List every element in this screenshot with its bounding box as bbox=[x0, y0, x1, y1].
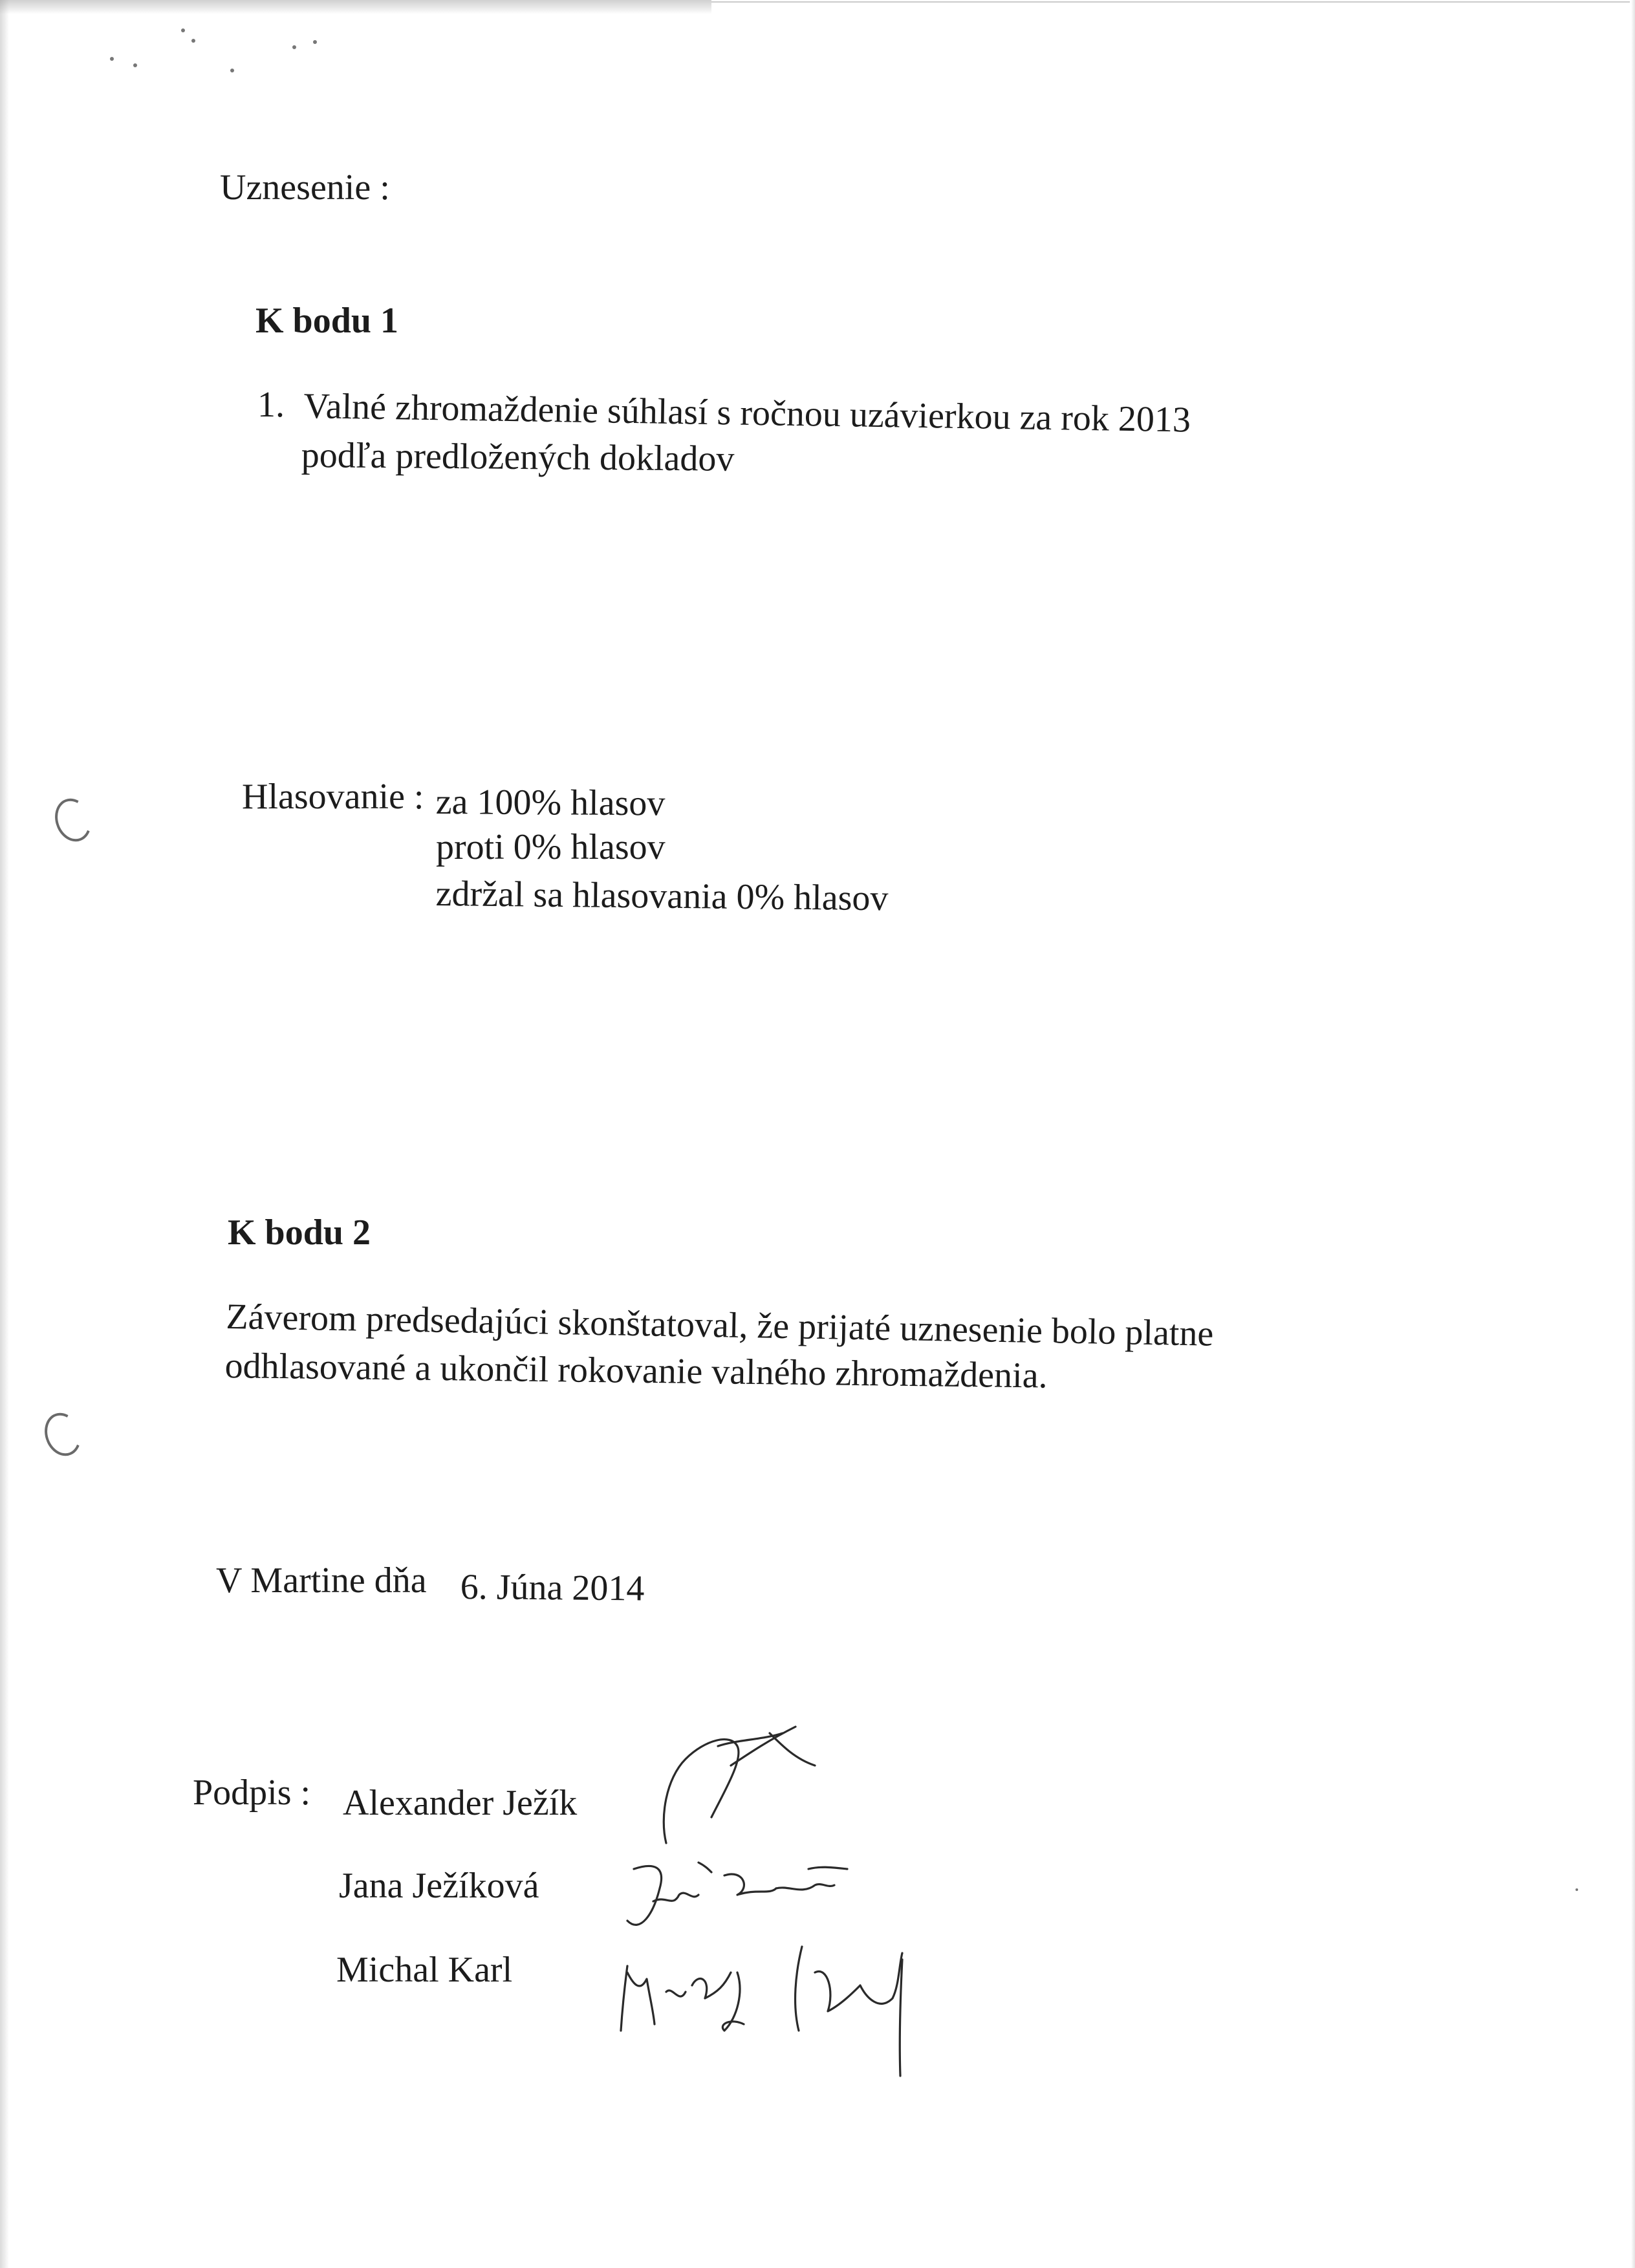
point-2-title: K bodu 2 bbox=[228, 1213, 371, 1253]
scan-speck bbox=[110, 57, 114, 61]
scan-line-top bbox=[711, 1, 1630, 3]
punch-hole-mark bbox=[49, 794, 97, 847]
signature-label: Podpis : bbox=[193, 1773, 311, 1813]
voting-label: Hlasovanie : bbox=[242, 777, 424, 817]
handwritten-signature-3 bbox=[608, 1934, 944, 2082]
point-1-text-line-2: podľa predložených dokladov bbox=[301, 435, 735, 479]
scan-speck bbox=[230, 69, 234, 72]
point-1-title: K bodu 1 bbox=[255, 301, 398, 341]
place-label: V Martine dňa bbox=[216, 1561, 427, 1601]
scan-speck bbox=[292, 45, 296, 49]
date-value: 6. Júna 2014 bbox=[460, 1567, 645, 1609]
handwritten-signature-1 bbox=[640, 1720, 834, 1850]
point-2-text-line-1: Záverom predsedajúci skonštatoval, že prijaté uznesenie bolo platne bbox=[225, 1297, 1214, 1354]
signer-name: Alexander Ježík bbox=[343, 1783, 578, 1823]
scan-speck bbox=[313, 40, 317, 44]
punch-hole-mark bbox=[39, 1408, 87, 1461]
voting-abstain: zdržal sa hlasovania 0% hlasov bbox=[435, 874, 889, 919]
voting-against: proti 0% hlasov bbox=[436, 827, 666, 867]
scan-speck bbox=[133, 63, 137, 67]
signer-name: Michal Karl bbox=[336, 1950, 513, 1990]
voting-for: za 100% hlasov bbox=[435, 782, 666, 824]
handwritten-signature-2 bbox=[614, 1850, 860, 1947]
scan-speck bbox=[1575, 1888, 1578, 1891]
scan-speck bbox=[181, 28, 185, 32]
document-heading: Uznesenie : bbox=[220, 167, 390, 208]
signer-name: Jana Ježíková bbox=[339, 1866, 539, 1906]
scan-edge-right bbox=[1631, 0, 1635, 2268]
scan-edge-left bbox=[0, 0, 9, 2268]
point-1-text-line-1: Valné zhromaždenie súhlasí s ročnou uzávierkou za rok 2013 bbox=[303, 386, 1191, 440]
scan-speck bbox=[191, 39, 195, 43]
point-2-text-line-2: odhlasované a ukončil rokovanie valného zhromaždenia. bbox=[224, 1346, 1048, 1396]
scan-edge-top bbox=[0, 0, 711, 14]
point-1-number: 1. bbox=[257, 385, 285, 425]
